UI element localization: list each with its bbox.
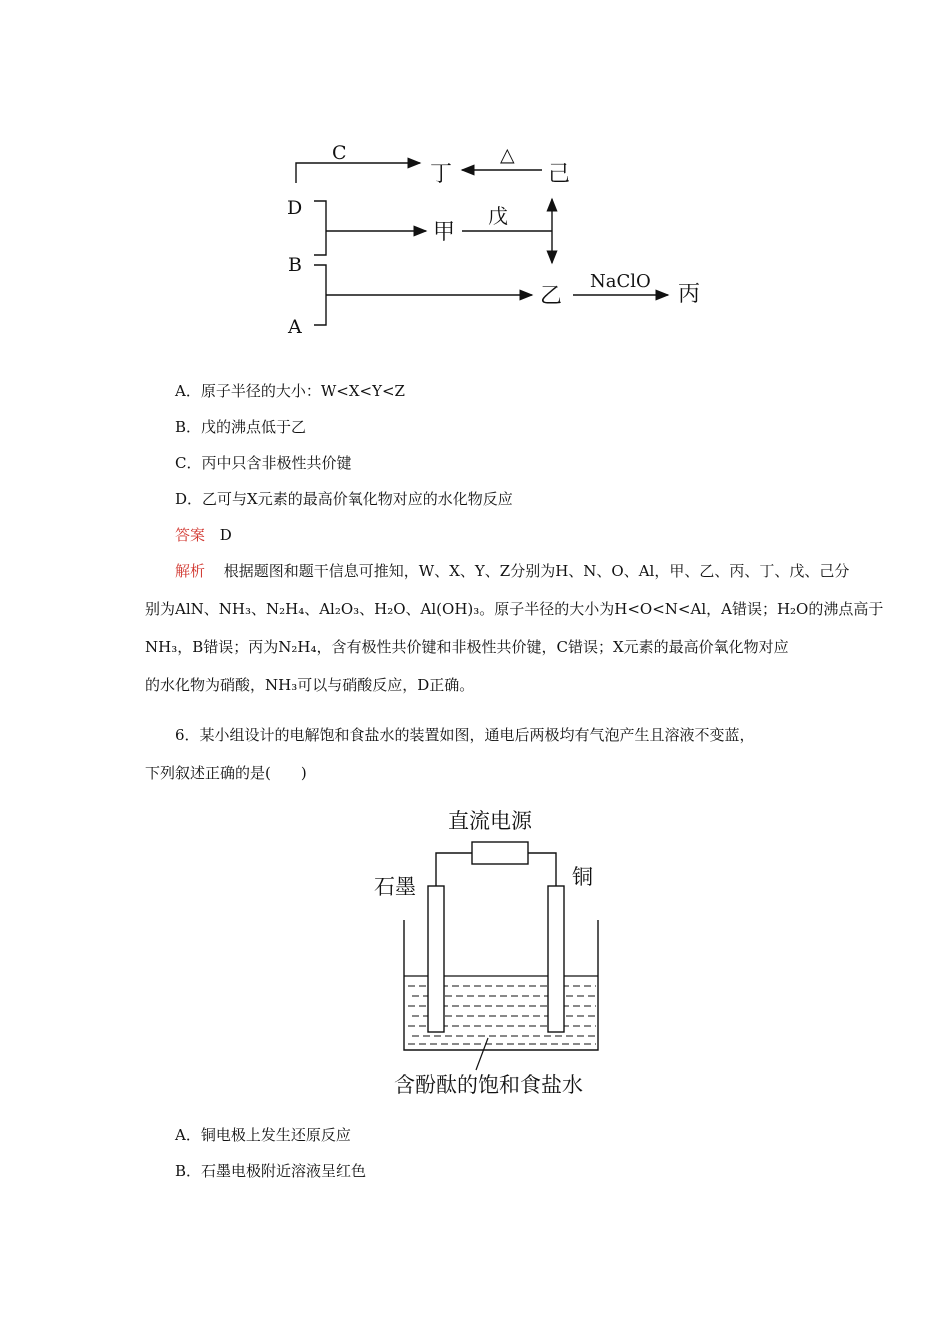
label-wu: 戊	[488, 204, 508, 228]
node-b: B	[288, 254, 302, 276]
solution-leader	[476, 1038, 488, 1070]
electrolysis-apparatus	[360, 800, 620, 1110]
right-electrode-label: 铜	[572, 865, 593, 889]
node-bing: 丙	[678, 282, 701, 307]
analysis-line-4: 的水化物为硝酸，NH₃可以与硝酸反应，D正确。	[145, 676, 475, 694]
node-a: A	[288, 316, 302, 338]
power-label: 直流电源	[448, 809, 532, 833]
left-electrode-label: 石墨	[374, 875, 416, 899]
power-source	[472, 842, 528, 864]
label-naclo: NaClO	[590, 271, 651, 292]
node-yi: 乙	[540, 284, 563, 309]
analysis-label: 解析	[175, 562, 206, 580]
q6-option-b: B．石墨电极附近溶液呈红色	[175, 1162, 367, 1180]
label-c: C	[332, 142, 347, 164]
q5-option-b: B．戊的沸点低于乙	[175, 418, 307, 436]
label-heat: △	[500, 144, 515, 166]
bracket-ba	[314, 265, 326, 325]
bracket-db	[314, 201, 326, 255]
flow-diagram	[270, 135, 720, 345]
answer-label: 答案	[175, 526, 206, 544]
answer-value: D	[219, 526, 232, 544]
q6-stem-2: 下列叙述正确的是( )	[145, 764, 307, 782]
answer-line	[175, 524, 232, 546]
node-d: D	[287, 197, 303, 219]
node-jia: 甲	[433, 220, 456, 245]
analysis-line-2: 别为AlN、NH₃、N₂H₄、Al₂O₃、H₂O、Al(OH)₃。原子半径的大小为H<O<N<Al，A错误；H₂O的沸点高于	[145, 600, 884, 618]
graphite-electrode	[428, 886, 444, 1032]
analysis-line-3: NH₃，B错误；丙为N₂H₄，含有极性共价键和非极性共价键，C错误；X元素的最高价氧化物对应	[145, 638, 789, 656]
wire-left	[436, 853, 472, 886]
node-ding: 丁	[430, 162, 453, 187]
copper-electrode	[548, 886, 564, 1032]
q5-option-c: C．丙中只含非极性共价键	[175, 454, 352, 472]
analysis-text-1: 根据题图和题干信息可推知，W、X、Y、Z分别为H、N、O、Al，甲、乙、丙、丁、戊、己分	[223, 562, 850, 580]
q5-option-d: D．乙可与X元素的最高价氧化物对应的水化物反应	[175, 490, 513, 508]
q5-option-a: A．原子半径的大小：W<X<Y<Z	[175, 382, 405, 400]
node-ji: 己	[548, 162, 571, 187]
arrow-c-to-ding	[296, 163, 420, 183]
q6-option-a: A．铜电极上发生还原反应	[175, 1126, 351, 1144]
analysis-line-1	[175, 560, 849, 582]
wire-right	[528, 853, 556, 886]
q6-stem-1: 6．某小组设计的电解饱和食盐水的装置如图，通电后两极均有气泡产生且溶液不变蓝，	[175, 726, 755, 744]
solution-label: 含酚酞的饱和食盐水	[394, 1073, 583, 1097]
